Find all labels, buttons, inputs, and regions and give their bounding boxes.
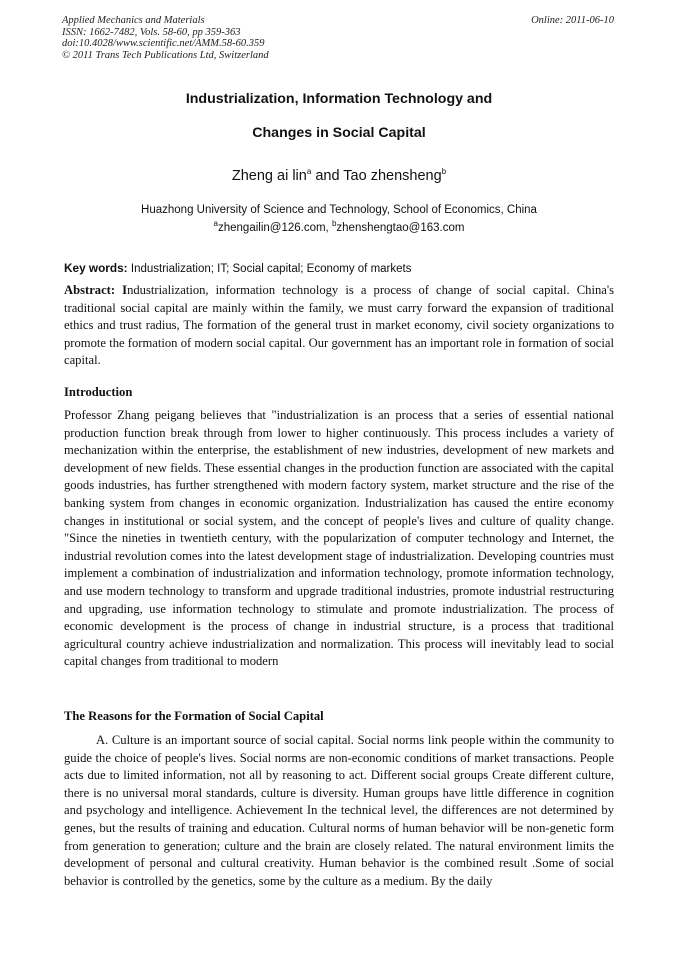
author-2: Tao zhensheng [343, 168, 442, 184]
journal-header [62, 15, 269, 61]
author-conjunction: and [311, 168, 344, 184]
introduction-heading: Introduction [64, 385, 133, 399]
journal-name: Applied Mechanics and Materials [62, 15, 205, 26]
email-b: zhenshengtao@163.com [336, 222, 465, 234]
abstract-text: ndustrialization, information technology is a process of change of social capital. China's traditional social capital are mainly within the family, we must carry forward the expansion of traditional ethics and trust radius, The formation of the general trust in market economy, civil society organizations to promote the formation of modern social capital. Our government has an important role in formation of social capital. [64, 283, 614, 368]
author-1: Zheng ai lin [231, 168, 307, 184]
keywords-label: Key words: [64, 261, 131, 275]
keywords [64, 261, 411, 275]
doi-line: doi:10.4028/www.scientific.net/AMM.58-60.359 [62, 38, 265, 50]
author-2-marker: b [441, 167, 447, 177]
email-line [0, 219, 678, 234]
keywords-text: Industrialization; IT; Social capital; Economy of markets [130, 263, 412, 275]
author-1-marker: a [306, 167, 312, 177]
paper-title-line-1: Industrialization, Information Technology and [185, 91, 493, 107]
abstract [64, 282, 614, 370]
reasons-heading: The Reasons for the Formation of Social Capital [64, 709, 324, 723]
email-a-marker: a [213, 219, 218, 229]
email-b-marker: b [331, 219, 337, 229]
issn-line: ISSN: 1662-7482, Vols. 58-60, pp 359-363 [62, 26, 241, 38]
online-date [531, 15, 614, 27]
email-a: zhengailin@126.com, [217, 222, 332, 234]
introduction-paragraph: Professor Zhang peigang believes that "industrialization is an process that a series of essential national production function break through from lower to higher continuously. This process includes a variety of mechanization within the enterprise, the establishment of new industries, development of new markets and development of new fields. These essential changes in the production function are associated with the capital goods industries, has further strengthened with modern factory system, market structure and the rise of the banking system from changes in economic organization. Industrialization has caused the entire economy changes in institutional or social system, and the concept of people's lives and culture of quality change. "Since the nineties in twentieth century, with the popularization of computer technology and Internet, the industrial revolution comes into the latest development stage of industrialization. Developing countries must implement a combination of industrialization and information technology, promote information technology, and use modern technology to transform and upgrade traditional industries, promote industrial restructuring and upgrading, use information technology to stimulate and promote industrialization. The process of economic development is the process of change in industrial structure, is a process that traditional agricultural country achieve industrialization and normalization. This process will inevitably lead to social capital changes from traditional to modern [64, 408, 614, 669]
affiliation: Huazhong University of Science and Technology, School of Economics, China [141, 204, 537, 216]
paper-title-line-2: Changes in Social Capital [252, 125, 426, 141]
abstract-label: Abstract: I [64, 283, 128, 297]
author-line [0, 168, 678, 184]
copyright-line: © 2011 Trans Tech Publications Ltd, Switzerland [62, 49, 269, 61]
online-date-text: Online: 2011-06-10 [531, 15, 614, 26]
reasons-paragraph: A. Culture is an important source of social capital. Social norms link people within the community to guide the choice of people's lives. Social norms are non-economic conditions of market transactions. People acts due to limited information, not all by reasoning to act. Different social groups Create different culture, there is no universal moral standards, culture is diversity. Human groups have little difference in cognition and psychology and intelligence. Achievement In the technical level, the differences are not determined by genes, but the results of training and education. Cultural norms of human behavior will be non-genetic form from generation to generation; culture and the brain are closely related. The natural environment limits the development of personal and cultural creativity. Human behavior is the combined result .Some of social behavior is controlled by the genetics, some by the culture as a medium. By the daily [64, 733, 614, 888]
